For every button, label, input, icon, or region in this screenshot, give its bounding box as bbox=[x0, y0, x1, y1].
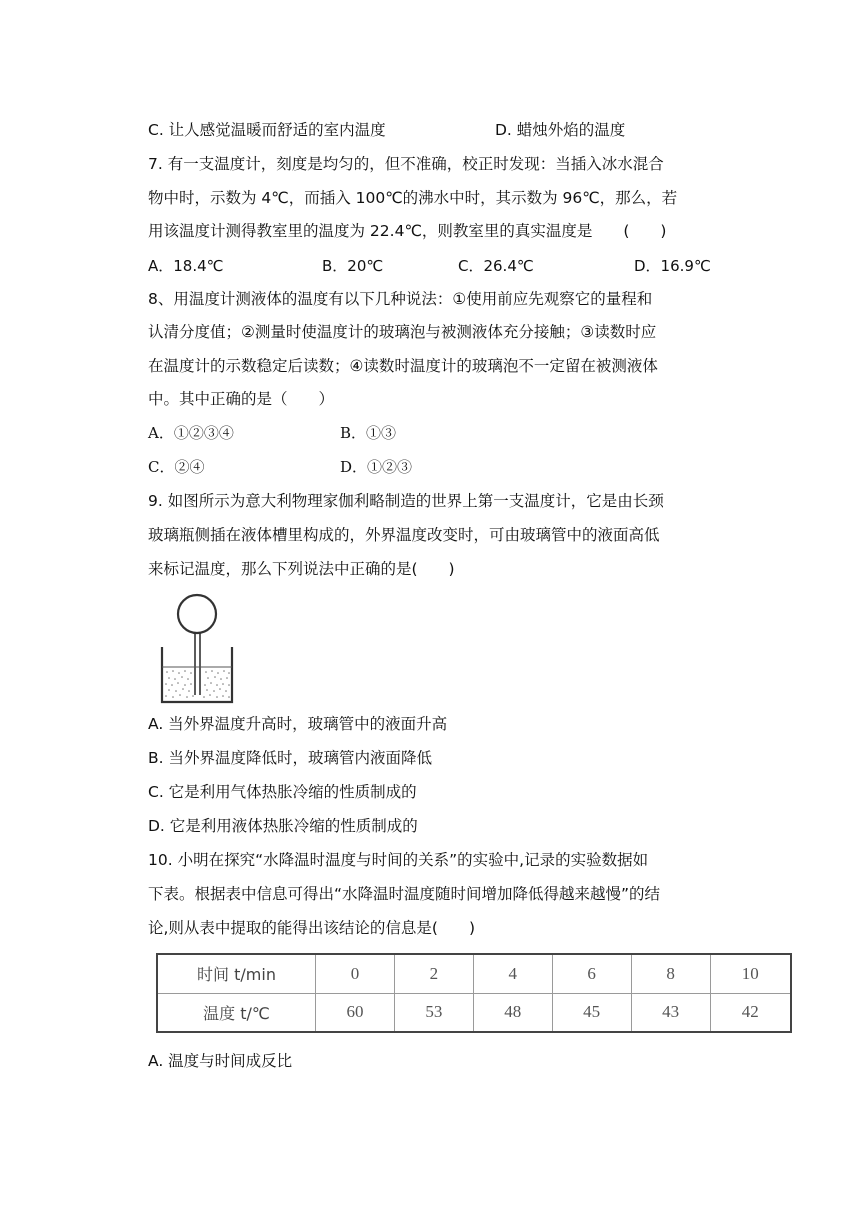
q9-stem-line: 玻璃瓶侧插在液体槽里构成的，外界温度改变时，可由玻璃管中的液面高低 bbox=[148, 526, 660, 544]
q10-stem-line: 10. 小明在探究“水降温时温度与时间的关系”的实验中,记录的实验数据如 bbox=[148, 851, 649, 869]
table-cell: 2 bbox=[394, 954, 473, 993]
q8-option-b: B．①③ bbox=[340, 424, 397, 442]
table-cell: 43 bbox=[631, 993, 710, 1032]
q8-option-a: A．①②③④ bbox=[148, 424, 234, 442]
q9-option-a: A. 当外界温度升高时，玻璃管中的液面升高 bbox=[148, 715, 448, 733]
q9-option-c: C. 它是利用气体热胀冷缩的性质制成的 bbox=[148, 783, 417, 801]
table-cell: 48 bbox=[473, 993, 552, 1032]
table-cell: 8 bbox=[631, 954, 710, 993]
q7-stem-line: 7. 有一支温度计，刻度是均匀的，但不准确，校正时发现：当插入冰水混合 bbox=[148, 155, 664, 173]
row-label-time: 时间 t/min bbox=[157, 954, 316, 993]
liquid-trough bbox=[162, 647, 232, 702]
q9-stem-line: 9. 如图所示为意大利物理家伽利略制造的世界上第一支温度计，它是由长颈 bbox=[148, 492, 664, 510]
q6-option-d: D. 蜡烛外焰的温度 bbox=[495, 121, 626, 139]
q7-option-a: A．18.4℃ bbox=[148, 257, 224, 275]
table-cell: 4 bbox=[473, 954, 552, 993]
glass-bulb bbox=[178, 595, 216, 633]
q7-stem-line: 物中时，示数为 4℃，而插入 100℃的沸水中时，其示数为 96℃，那么，若 bbox=[148, 189, 678, 207]
table-cell: 6 bbox=[552, 954, 631, 993]
table-row bbox=[157, 954, 791, 993]
q7-option-b: B．20℃ bbox=[322, 257, 384, 275]
q10-option-a: A. 温度与时间成反比 bbox=[148, 1052, 293, 1070]
q10-stem-line: 下表。根据表中信息可得出“水降温时温度随时间增加降低得越来越慢”的结 bbox=[148, 885, 661, 903]
q7-option-c: C．26.4℃ bbox=[458, 257, 534, 275]
row-label-temperature: 温度 t/℃ bbox=[157, 993, 316, 1032]
q6-option-c: C. 让人感觉温暖而舒适的室内温度 bbox=[148, 121, 386, 139]
q8-option-d: D．①②③ bbox=[340, 458, 413, 476]
table-cell: 60 bbox=[316, 993, 395, 1032]
table-row bbox=[157, 993, 791, 1032]
q10-stem-line: 论,则从表中提取的能得出该结论的信息是( ) bbox=[148, 919, 476, 937]
table-cell: 53 bbox=[394, 993, 473, 1032]
q8-stem-line: 中。其中正确的是（ ） bbox=[148, 390, 335, 408]
q9-stem-line: 来标记温度，那么下列说法中正确的是( ) bbox=[148, 560, 455, 578]
q7-stem-line: 用该温度计测得教室里的温度为 22.4℃，则教室里的真实温度是 ( ) bbox=[148, 222, 667, 240]
table-cell: 0 bbox=[316, 954, 395, 993]
q8-stem-line: 在温度计的示数稳定后读数；④读数时温度计的玻璃泡不一定留在被测液体 bbox=[148, 357, 658, 375]
q9-option-b: B. 当外界温度降低时，玻璃管内液面降低 bbox=[148, 749, 432, 767]
q8-stem-line: 8、用温度计测液体的温度有以下几种说法：①使用前应先观察它的量程和 bbox=[148, 290, 653, 308]
q9-option-d: D. 它是利用液体热胀冷缩的性质制成的 bbox=[148, 817, 418, 835]
data-table bbox=[156, 953, 792, 1033]
table-cell: 10 bbox=[710, 954, 791, 993]
q8-stem-line: 认清分度值；②测量时使温度计的玻璃泡与被测液体充分接触；③读数时应 bbox=[148, 323, 657, 341]
q7-option-d: D．16.9℃ bbox=[634, 257, 711, 275]
q8-option-c: C．②④ bbox=[148, 458, 205, 476]
table-cell: 42 bbox=[710, 993, 791, 1032]
galileo-thermometer-figure bbox=[160, 592, 235, 707]
table-cell: 45 bbox=[552, 993, 631, 1032]
